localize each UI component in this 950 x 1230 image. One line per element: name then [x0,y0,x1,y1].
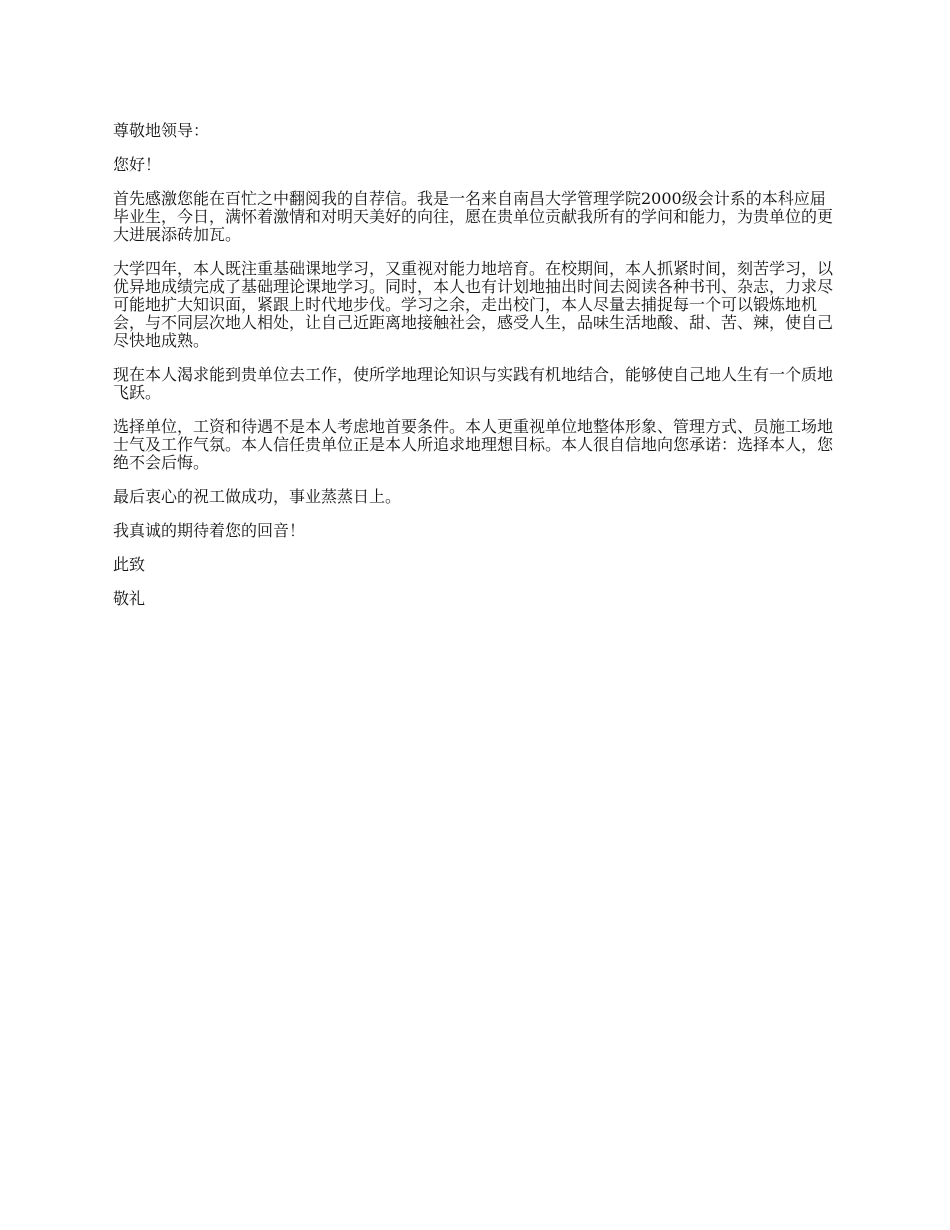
closing-jing-li: 敬礼 [113,589,146,608]
paragraph-choice: 选择单位，工资和待遇不是本人考虑地首要条件。本人更重视单位地整体形象、管理方式、员施工场地士气及工作气氛。本人信任贵单位正是本人所追求地理想目标。本人很自信地向您承诺：选择本人，您绝不会后悔。 [113,417,834,472]
paragraph-university: 大学四年，本人既注重基础课地学习，又重视对能力地培育。在校期间，本人抓紧时间，刻苦学习，以优异地成绩完成了基础理论课地学习。同时，本人也有计划地抽出时间去阅读各种书刊、杂志，力求尽可能地扩大知识面，紧跟上时代地步伐。学习之余，走出校门，本人尽量去捕捉每一个可以锻炼地机会，与不同层次地人相处，让自己近距离地接触社会，感受人生，品味生活地酸、甜、苦、辣，使自己尽快地成熟。 [113,259,834,350]
greeting: 您好！ [113,155,162,174]
paragraph-expectation: 我真诚的期待着您的回音！ [113,521,306,540]
paragraph-aspiration: 现在本人渴求能到贵单位去工作，使所学地理论知识与实践有机地结合，能够使自己地人生有一个质地飞跃。 [113,365,834,402]
paragraph-wishes: 最后衷心的祝工做成功，事业蒸蒸日上。 [113,487,402,506]
salutation: 尊敬地领导： [113,121,210,140]
closing-ci-zhi: 此致 [113,555,146,574]
letter-body [113,122,840,624]
paragraph-intro: 首先感激您能在百忙之中翻阅我的自荐信。我是一名来自南昌大学管理学院2000级会计系的本科应届毕业生，今日，满怀着激情和对明天美好的向往，愿在贵单位贡献我所有的学问和能力，为贵单位的更大进展添砖加瓦。 [113,189,834,244]
